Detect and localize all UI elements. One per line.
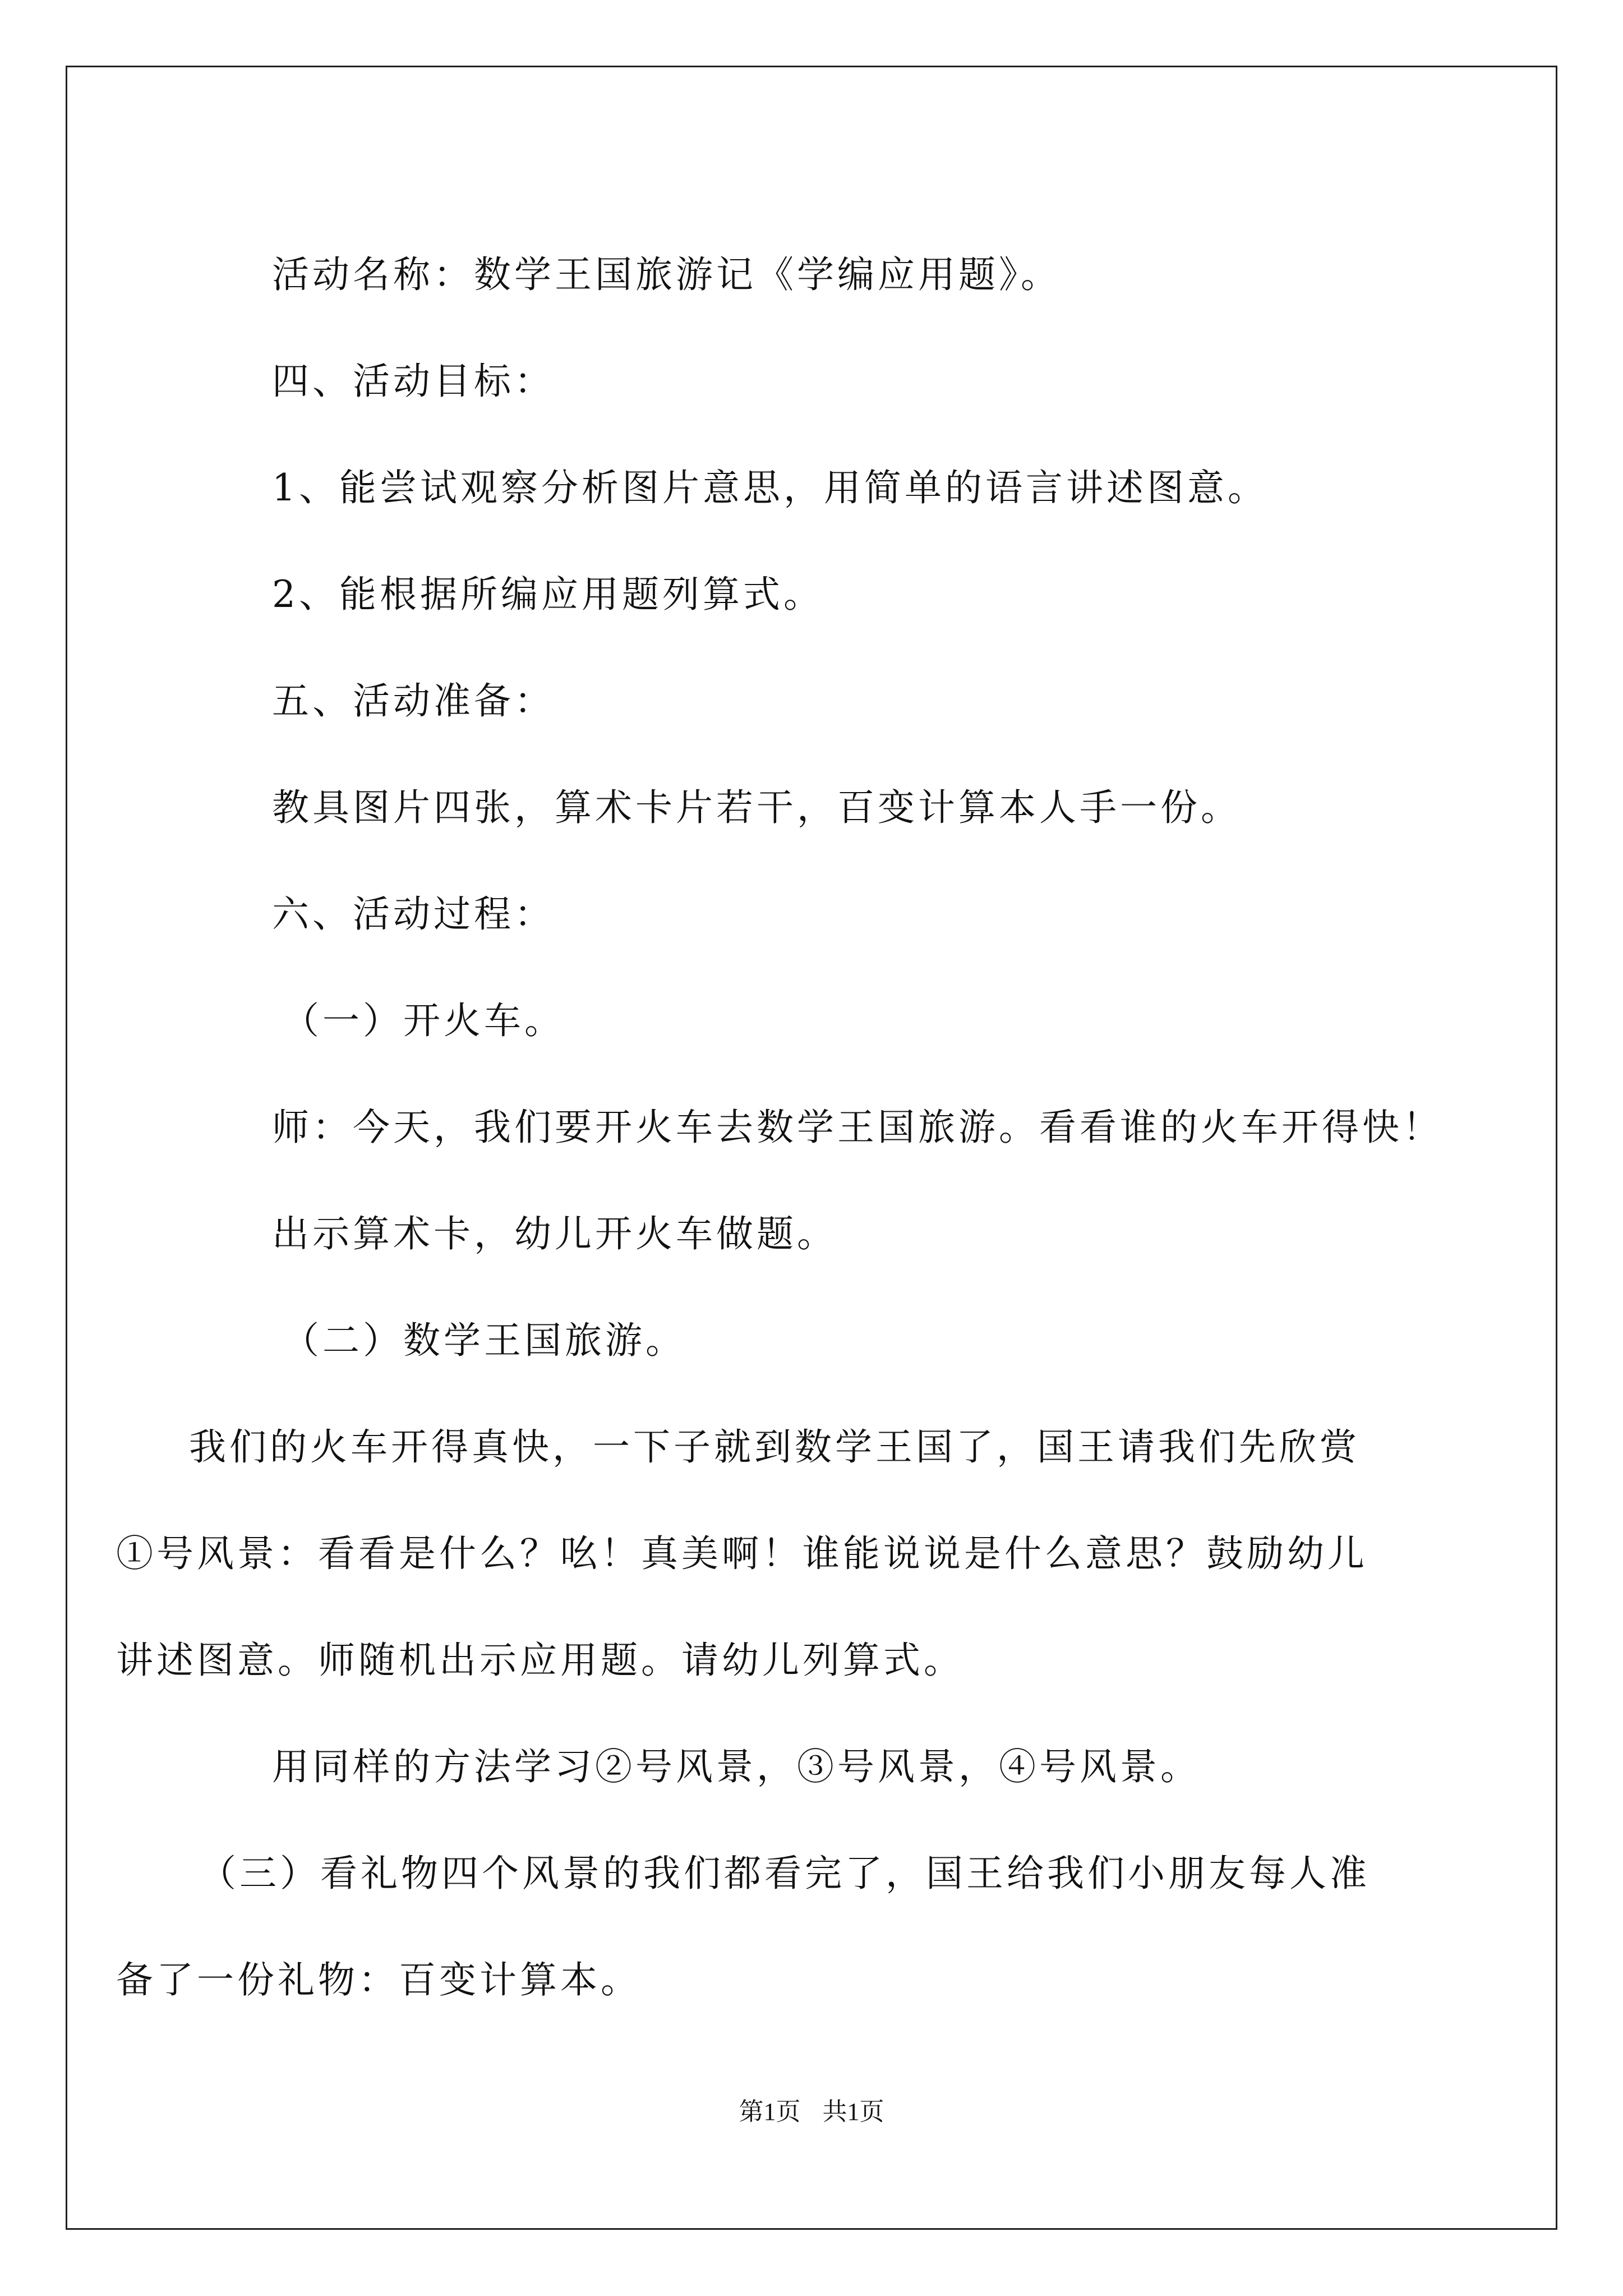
paragraph-other-scenery: 用同样的方法学习②号风景，③号风景，④号风景。 <box>272 1745 1201 1788</box>
paragraph-scenery-1: 我们的火车开得真快，一下子就到数学王国了，国王请我们先欣赏①号风景：看看是什么？吆！真美啊！谁能说说是什么意思？鼓励幼儿讲述图意。师随机出示应用题。请幼儿列算式。 <box>116 1425 1368 1682</box>
page-footer <box>0 2091 1623 2127</box>
document-body <box>116 222 1461 2033</box>
paragraph-teacher-intro: 师：今天，我们要开火车去数学王国旅游。看看谁的火车开得快！ <box>272 1106 1443 1149</box>
paragraph-goal-2: 2、能根据所编应用题列算式。 <box>272 573 824 616</box>
page-number-current: 第1页 <box>739 2098 801 2125</box>
paragraph-arithmetic-cards: 出示算术卡，幼儿开火车做题。 <box>272 1212 837 1255</box>
subheading-step-1: （一）开火车。 <box>282 999 565 1042</box>
heading-activity-process: 六、活动过程： <box>272 892 555 936</box>
page-number-total: 共1页 <box>822 2098 884 2125</box>
heading-activity-goals: 四、活动目标： <box>272 360 555 403</box>
subheading-step-2: （二）数学王国旅游。 <box>282 1319 686 1362</box>
paragraph-activity-name: 活动名称：数学王国旅游记《学编应用题》。 <box>272 253 1061 296</box>
heading-activity-preparation: 五、活动准备： <box>272 679 555 723</box>
paragraph-preparation: 教具图片四张，算术卡片若干，百变计算本人手一份。 <box>272 786 1241 829</box>
paragraph-step-3-gift: （三）看礼物四个风景的我们都看完了，国王给我们小朋友每人准备了一份礼物：百变计算本。 <box>116 1852 1370 2001</box>
paragraph-goal-1: 1、能尝试观察分析图片意思，用简单的语言讲述图意。 <box>272 466 1268 509</box>
